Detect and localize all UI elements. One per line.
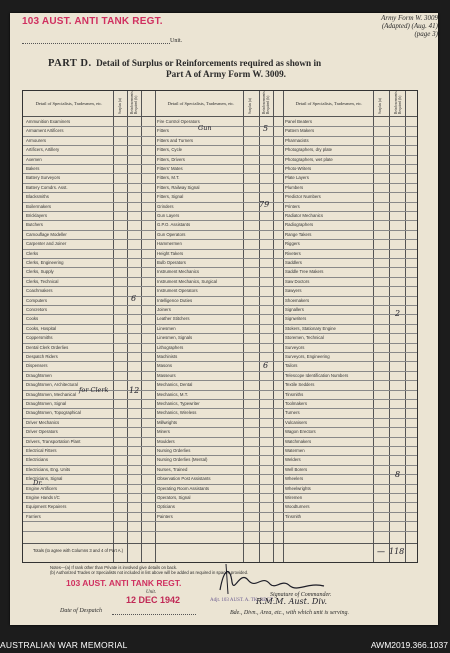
table-row-label: Observation Post Assistants [157,476,211,482]
divider [141,91,142,562]
table-row-label: Vulcanisers [285,419,308,425]
header-surplus-1: Surplus (a) [118,98,122,114]
table-row-label: Leather Stitchers [157,316,190,322]
table-row-label: Operators, Signal [157,495,191,500]
table-row-label: Clerks, Engineering [26,260,64,265]
table-row-label: Riggers [285,241,300,247]
table-row-label: Nursing Orderlies [157,448,191,453]
entry-mechanics-mt-required: 6 [263,361,269,370]
table-row-label: Height Takers [157,250,184,256]
divider [405,91,406,562]
despatch-rule [112,614,196,615]
table-row-label: Fire Control Operators [157,119,200,124]
divider [155,91,156,562]
table-row-label: Driver Mechanics [26,419,60,425]
table-row-label: Nurses, Trained [157,466,188,472]
table-row-label: Draughtsmen, Signal [26,401,67,406]
table-row-label: G.P.O. Assistants [157,222,191,228]
entry-tinsmith-required: 8 [395,470,401,479]
table-row-label: Despatch Riders [26,354,58,359]
table-row-label: Painters [157,513,173,519]
table-row-label: Mechanics, Wireless [157,410,197,416]
table-row-label: Intelligence Duties [157,297,193,303]
totals-surplus-dash: — [377,547,385,556]
table-row-label: Draughtsmen [26,372,52,378]
table-row-label: Butchers [26,222,43,228]
table-row-label: Carpenter and Joiner [26,241,67,247]
table-row-label: Surveyors [285,344,305,350]
table-row-label: Fitters and Turners [157,137,194,143]
table-row-label: Fitters' Mates [157,166,183,171]
unit-label: Unit. [170,38,183,44]
table-row-label: Sawyers [285,288,302,294]
table-row-label: Watchmakers [285,438,312,444]
table-row-label: Coppersmiths [26,335,53,341]
table-row-label: Welders [285,457,301,463]
divider [243,91,244,562]
table-row-label: Electrical Fitters [26,448,57,453]
unit-stamp-bottom: 103 AUST. ANTI TANK REGT. [66,578,182,588]
table-row-label: Instrument Operators [157,288,198,294]
table-row-label: Pattern Makers [285,128,315,134]
header-surplus-2: Surplus (a) [248,98,252,114]
totals-rule [23,543,417,544]
table-row-label: Photographers, dry plate [285,147,333,153]
divider [389,91,390,562]
table-row-label: Masseurs [157,372,176,378]
table-row-label: Photographers, wet plate [285,156,333,162]
table-row-label: Axemen [26,156,42,162]
footer-institution: AUSTRALIAN WAR MEMORIAL [0,640,128,650]
table-row-label: Saddle Tree Makers [285,269,324,275]
table-row-label: Tinsmith [285,513,302,519]
table-row-label: Fitters, M.T. [157,175,180,181]
unit-stamp-top: 103 AUST. ANTI TANK REGT. [22,16,163,27]
table-row-label: Concretors [26,307,48,312]
entry-storemen-required: 2 [395,309,401,318]
table-row-label: Fitters, Railway Signal [157,184,200,190]
entry-last-row-note: Dr. [33,479,43,487]
table-row-label: Draughtsmen, Mechanical [26,391,76,397]
table-row-label: Blacksmiths [26,194,49,200]
table-row-label: Saw Doctors [285,278,310,284]
table-row-label: Dispensers [26,363,48,369]
table-row-label: Clerks [26,250,39,256]
table-row-label: Machinists [157,354,178,359]
table-row-label: Fitters [157,128,169,134]
entry-cooks-required: 6 [131,294,137,303]
table-row-label: Boilermakers [26,203,52,209]
signature-label: Signature of Commander. [270,592,332,598]
table-row-label: Hammermen [157,241,182,247]
divider [283,91,284,562]
table-row-label: Instrument Mechanics, Surgical [157,278,217,284]
table-row-label: Grinders [157,203,174,209]
table-row-label: Tinsmiths [285,391,304,397]
form-ref-line-1: Army Form W. 3009 [381,14,438,22]
table-row-label: Engine Hands I/C [26,495,60,500]
entry-fitters-required: 5 [263,124,269,133]
date-stamp: 12 DEC 1942 [126,595,181,605]
table-row-label: Cooks, Hospital [26,325,57,331]
entry-driver-mechanics-note: for Clerk [79,386,109,394]
table-row-label: Mechanics, Typewriter [157,401,200,406]
table-row-label: Plate Layers [285,175,309,181]
divider [113,91,114,562]
table-row-label: Draughtsmen, Architectural [26,382,78,388]
table-row-label: Masons [157,363,173,369]
table-row-label: Bulb Operators [157,260,186,265]
table-row-label: Camouflage Modeller [26,231,67,237]
table-row-label: Ammunition Examiners [26,119,71,124]
table-row-label: Shoemakers [285,297,310,303]
table-row-label: Storemen, Technical [285,335,324,341]
table-row-label: Millwrights [157,419,178,425]
table-row-label: Surveyors, Engineering [285,354,330,359]
table-row-label: Artificers, Artillery [26,147,60,153]
table-row-label: Plumbers [285,184,304,190]
table-row-label: Lithographers [157,344,184,350]
table-row-label: Textile Sedders [285,382,315,388]
table-row-label: Mechanics, M.T. [157,391,189,397]
table-row-label: Draughtsmen, Topographical [26,410,81,416]
table-row-label: Coachmakers [26,288,53,294]
divider [259,91,260,562]
table-row-label: Toolmakers [285,401,307,406]
table-row-label: Radiator Mechanics [285,213,323,218]
unit-label-bottom: Unit. [146,590,157,595]
title-line-1: Detail of Surplus or Reinforcements required as shown in [96,58,322,68]
header-specialists-1: Detail of Specialists, Tradesmen, etc. [35,100,103,106]
title-line-2: Part A of Army Form W. 3009. [166,69,286,79]
header-surplus-3: Surplus (a) [378,98,382,114]
row-rule [23,521,417,522]
note-a: Notes—(a) If rank other than Private is involved give details on back. [50,565,178,570]
table-row-label: Instrument Mechanics [157,269,200,275]
table-row-label: Electricians, Eng. Units [26,466,71,472]
form-ref-line-2: (Adapted) (Aug. 41) [381,22,438,30]
table-row-label: Radiographers [285,222,314,228]
table-row-label: Gun Operators [157,231,186,237]
header-rule [23,116,417,117]
header-specialists-2: Detail of Specialists, Tradesmen, etc. [167,100,235,106]
table-row-label: Nursing Orderlies (Mental) [157,457,208,463]
table-row-label: Operating Room Assistants [157,485,210,491]
entry-gun-layers-required: 79 [259,200,270,209]
totals-label: Totals (to agree with Columns 3 and 4 of Part A.) [33,548,124,553]
table-row-label: Wheelers [285,476,304,482]
table-row-label: Linesmen [157,325,176,331]
form-ref-line-3: (page 3) [414,30,438,38]
header-required-3: Reinforcements Required (b) [394,91,402,114]
table-row-label: Engine Artificers [26,485,58,491]
adjutant-stamp: Adjt. 103 AUST. A. TK. REGT. [210,598,274,603]
table-row-label: Panel Beaters [285,119,312,124]
table-row-label: Wheelwrights [285,485,311,491]
table-row-label: Cooks [26,316,39,322]
table-row-label: Farriers [26,513,41,519]
table-row-label: Fitters, Signal [157,194,184,200]
table-row-label: Battery Surveyors [26,175,61,181]
table-row-label: Watermen [285,448,305,453]
bde-label: Bde., Divn., Area, etc., with which unit is serving. [230,610,349,616]
table-row-label: Miners [157,429,170,435]
table-row-label: Drivers, Transportation Plant [26,438,81,444]
table-row-label: Wiremen [285,495,303,500]
table-row-label: Armament Artificers [26,128,64,134]
table-row-label: Turners [285,410,300,416]
table-row-label: Riveters [285,250,301,256]
entry-driver-mechanics-required: 12 [129,386,140,395]
note-b: (b) Authorized Trades or Specialists not included in list above will be added as required in spaces provided. [50,570,249,575]
entry-fitters-note: Gun [198,124,212,132]
table-row-label: Printers [285,203,300,209]
divider [373,91,374,562]
table-row-label: Dental Clerk Orderlies [26,344,69,350]
table-row-label: Electricians [26,457,48,463]
table-row-label: Predictor Numbers [285,194,321,200]
divider [273,91,274,562]
footer-accession: AWM2019.366.1037 [370,640,448,650]
table-row-label: Bricklayers [26,213,48,218]
header-required-1: Reinforcements Required (b) [130,91,138,114]
despatch-label: Date of Despatch [60,608,102,614]
table-row-label: Fitters, Drivers [157,156,185,162]
part-label: PART D. [48,58,92,69]
table-row-label: Saddlers [285,260,302,265]
table-row-label: Woodturners [285,504,310,510]
form-title [48,58,404,80]
header-specialists-3: Detail of Specialists, Tradesmen, etc. [295,100,363,106]
table-row-label: Fitters, Cycle [157,147,183,153]
table-row-label: Clerks, Supply [26,269,54,275]
table-row-label: Signallers [285,307,304,312]
table-row-label: Tailors [285,363,298,369]
totals-required-value: 118 [389,547,405,556]
division-handwritten: R.M.M. Aust. Div. [256,597,327,606]
form-reference [381,14,438,38]
table-row-label: Armourers [26,137,47,143]
table-row-label: Telescope Identification Numbers [285,372,349,378]
table-row-label: Range Takers [285,231,312,237]
specialists-table [22,90,418,563]
row-rule [23,531,417,532]
table-row-label: Equipment Repairers [26,504,67,510]
table-row-label: Driver Operators [26,429,58,435]
divider [127,91,128,562]
table-row-label: Joiners [157,307,171,312]
table-row-label: Clerks, Technical [26,278,59,284]
table-row-label: Well Borers [285,466,308,472]
table-row-label: Moulders [157,438,175,444]
table-row-label: Mechanics, Dental [157,382,193,388]
table-row-label: Gun Layers [157,213,180,218]
table-row-label: Wagon Erectors [285,429,316,435]
table-row-label: Linesmen, Signals [157,335,193,341]
table-row-label: Bakers [26,166,40,171]
header-required-2: Reinforcements Required (b) [262,91,270,114]
table-row-label: Computers [26,297,48,303]
table-row-label: Stokers, Stationary Engine [285,325,336,331]
table-row-label: Battery Comdrs. Asst. [26,184,68,190]
table-row-label: Electricians, Signal [26,476,63,482]
table-row-label: Signwriters [285,316,307,322]
table-row-label: Opticians [157,504,175,510]
unit-line [22,38,182,44]
table-row-label: Pharmacists [285,137,309,143]
table-row-label: Photo-Writers [285,166,312,171]
